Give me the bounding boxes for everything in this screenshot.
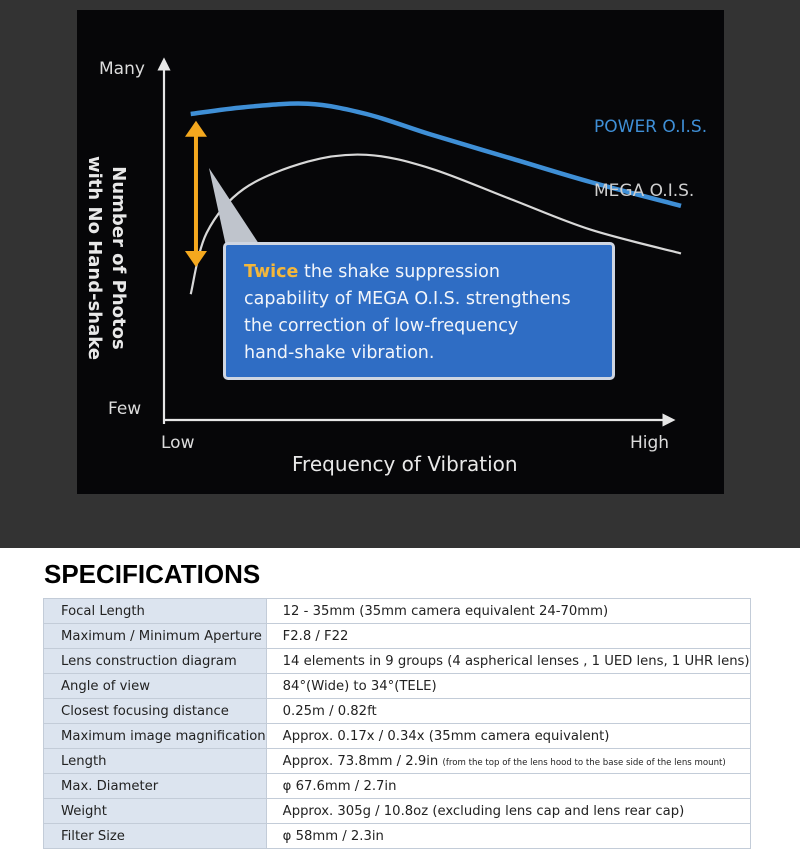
spec-value-note: (from the top of the lens hood to the base side of the lens mount)	[442, 757, 726, 768]
table-row	[44, 674, 751, 699]
spec-value: 84°(Wide) to 34°(TELE)	[266, 674, 750, 699]
ois-chart	[77, 10, 724, 494]
twice-arrow-head-down	[185, 251, 207, 267]
spec-label: Angle of view	[44, 674, 267, 699]
y-tick-few: Few	[108, 399, 142, 419]
spec-value: 0.25m / 0.82ft	[266, 699, 750, 724]
twice-arrow-head-up	[185, 121, 207, 137]
spec-label: Weight	[44, 799, 267, 824]
specifications-heading: SPECIFICATIONS	[44, 559, 261, 589]
legend-mega-ois: MEGA O.I.S.	[594, 181, 695, 201]
spec-label: Length	[44, 749, 267, 774]
x-axis-title: Frequency of Vibration	[292, 452, 518, 476]
y-tick-many: Many	[99, 59, 145, 79]
callout-line-1: the shake suppression	[304, 262, 500, 282]
x-tick-low: Low	[161, 433, 195, 453]
callout-line-2: capability of MEGA O.I.S. strengthens	[244, 289, 571, 309]
table-row	[44, 649, 751, 674]
table-row	[44, 774, 751, 799]
spec-value	[266, 749, 750, 774]
table-row	[44, 599, 751, 624]
table-row	[44, 699, 751, 724]
spec-label: Max. Diameter	[44, 774, 267, 799]
spec-value: 12 - 35mm (35mm camera equivalent 24-70mm)	[266, 599, 750, 624]
spec-value: φ 67.6mm / 2.7in	[266, 774, 750, 799]
spec-label: Closest focusing distance	[44, 699, 267, 724]
legend-power-ois: POWER O.I.S.	[594, 117, 708, 137]
spec-label: Lens construction diagram	[44, 649, 267, 674]
y-axis-title-line1: Number of Photos	[108, 166, 129, 350]
table-row	[44, 799, 751, 824]
callout-line-3: the correction of low-frequency	[244, 316, 519, 336]
spec-value: Approx. 305g / 10.8oz (excluding lens cap and lens rear cap)	[266, 799, 750, 824]
x-tick-high: High	[630, 433, 670, 453]
spec-label: Focal Length	[44, 599, 267, 624]
twice-arrow	[185, 121, 207, 267]
callout-highlight: Twice	[244, 262, 299, 282]
table-row	[44, 824, 751, 849]
table-row	[44, 724, 751, 749]
spec-value: F2.8 / F22	[266, 624, 750, 649]
callout-box	[223, 242, 615, 380]
spec-value: 14 elements in 9 groups (4 aspherical lenses , 1 UED lens, 1 UHR lens)	[266, 649, 750, 674]
y-axis-title	[84, 156, 129, 360]
spec-value: φ 58mm / 2.3in	[266, 824, 750, 849]
spec-label: Maximum / Minimum Aperture	[44, 624, 267, 649]
spec-value: Approx. 0.17x / 0.34x (35mm camera equivalent)	[266, 724, 750, 749]
spec-label: Maximum image magnification	[44, 724, 267, 749]
table-row	[44, 624, 751, 649]
table-row	[44, 749, 751, 774]
specifications-table	[43, 598, 751, 849]
callout-line-4: hand-shake vibration.	[244, 343, 435, 363]
spec-value-text: Approx. 73.8mm / 2.9in	[282, 753, 439, 769]
y-axis-title-line2: with No Hand-shake	[84, 156, 105, 360]
spec-label: Filter Size	[44, 824, 267, 849]
